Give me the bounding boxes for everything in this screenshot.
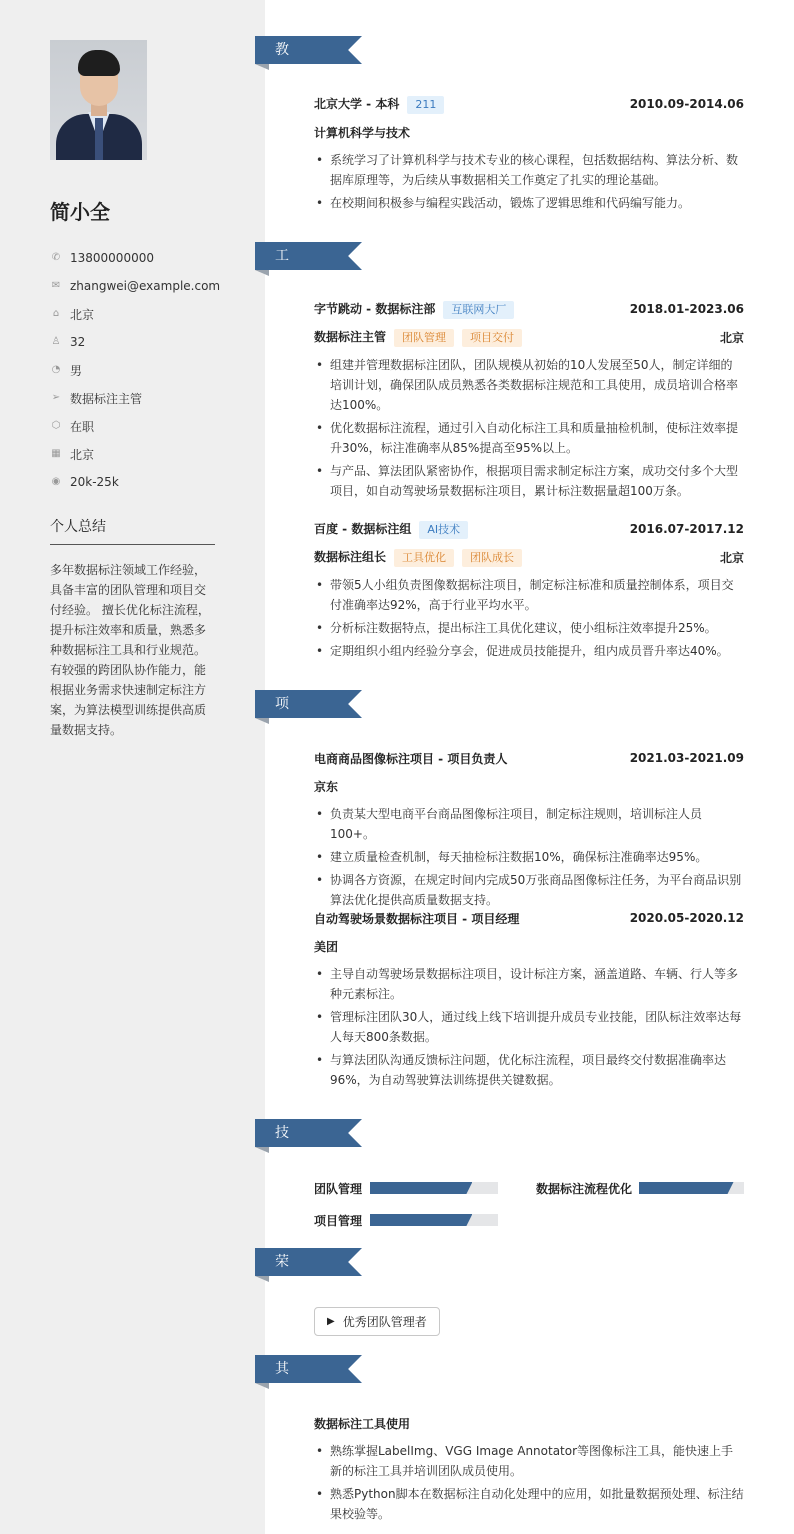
- other-entry: [314, 1413, 744, 1527]
- work-city: 北京: [719, 550, 744, 565]
- mail-icon: ✉: [51, 280, 61, 291]
- list-item: • 组建并管理数据标注团队，团队规模从初始的10人发展至50人，制定详细的培训计划，确保团队成员熟悉各类数据标注规范和工具使用，成员培训合格率达100%。: [314, 355, 744, 415]
- info-value: 13800000000: [70, 251, 154, 265]
- info-position: [50, 384, 240, 412]
- award-name: 优秀团队管理者: [342, 1315, 427, 1329]
- list-item: • 熟练掌握LabelImg、VGG Image Annotator等图像标注工具，能快速上手新的标注工具并培训团队成员使用。: [314, 1441, 744, 1481]
- gender-icon: ◔: [51, 364, 61, 375]
- project-name: 电商商品图像标注项目 - 项目负责人: [314, 751, 508, 766]
- project-name: 自动驾驶场景数据标注项目 - 项目经理: [314, 911, 520, 926]
- school-name: 北京大学 - 本科: [314, 96, 400, 111]
- phone-icon: ✆: [51, 252, 61, 263]
- work-date: 2016.07-2017.12: [629, 522, 744, 536]
- info-value: zhangwei@example.com: [70, 279, 221, 293]
- company-tag: AI技术: [419, 521, 468, 539]
- summary-text: 多年数据标注领域工作经验，具备丰富的团队管理和项目交付经验。 擅长优化标注流程，提升标注效率和质量，熟悉多种数据标注工具和行业规范。有较强的跨团队协作能力，能根据业务需求快速制定标注方案，为算法模型训练提供高质量数据支持。: [50, 563, 210, 737]
- list-item: • 管理标注团队30人，通过线上线下培训提升成员专业技能，团队标注效率达每人每天800条数据。: [314, 1007, 744, 1047]
- profile-name: 简小全: [50, 200, 110, 224]
- role-tag: 工具优化: [394, 549, 454, 567]
- profile-photo: [50, 40, 147, 160]
- school-tag: 211: [407, 96, 444, 114]
- info-value: 20k-25k: [70, 475, 119, 489]
- list-item: • 在校期间积极参与编程实践活动，锻炼了逻辑思维和代码编写能力。: [314, 193, 744, 213]
- contact-info: [50, 244, 240, 496]
- major: 计算机科学与技术: [314, 125, 411, 140]
- age-icon: ♙: [51, 336, 61, 347]
- list-item: • 优化数据标注流程，通过引入自动化标注工具和质量抽检机制，使标注效率提升30%，标注准确率从85%提高至95%以上。: [314, 418, 744, 458]
- info-gender: [50, 356, 240, 384]
- skill-bar-fill: [370, 1182, 472, 1194]
- company-name: 百度 - 数据标注组: [314, 521, 412, 536]
- list-item: • 建立质量检查机制，每天抽检标注数据10%，确保标注准确率达95%。: [314, 847, 744, 867]
- company-tag: 互联网大厂: [443, 301, 514, 319]
- info-phone: [50, 244, 240, 272]
- home-icon: ⌂: [52, 308, 60, 319]
- sidebar: [0, 0, 265, 1534]
- list-item: • 与产品、算法团队紧密协作，根据项目需求制定标注方案，成功交付多个大型项目，如自动驾驶场景数据标注项目，累计标注数据量超100万条。: [314, 461, 744, 501]
- list-item: • 定期组织小组内经验分享会，促进成员技能提升，组内成员晋升率达40%。: [314, 641, 744, 661]
- award-badge[interactable]: [314, 1307, 440, 1336]
- skill-bar-fill: [370, 1214, 472, 1226]
- skill-name: 团队管理: [314, 1181, 363, 1196]
- list-item: • 系统学习了计算机科学与技术专业的核心课程，包括数据结构、算法分析、数据库原理等，为后续从事数据相关工作奠定了扎实的理论基础。: [314, 150, 744, 190]
- section-title: 教育经历: [275, 42, 289, 142]
- list-item: • 协调各方资源，在规定时间内完成50万张商品图像标注任务，为平台商品识别算法优化提供高质量数据支持。: [314, 870, 744, 910]
- skill-name: 数据标注流程优化: [536, 1181, 633, 1196]
- summary-title: 个人总结: [50, 519, 106, 535]
- section-title: 其他信息: [275, 1361, 289, 1461]
- info-value: 北京: [70, 447, 95, 462]
- list-item: • 熟悉Python脚本在数据标注自动化处理中的应用，如批量数据预处理、标注结果校验等。: [314, 1484, 744, 1524]
- role-tag: 团队成长: [462, 549, 522, 567]
- status-icon: ⬡: [51, 420, 61, 431]
- info-value: 数据标注主管: [70, 391, 143, 406]
- work-entry-2: [314, 519, 744, 664]
- salary-icon: ◉: [51, 476, 61, 487]
- project-date: 2020.05-2020.12: [629, 911, 744, 925]
- project-entry-2: [314, 908, 744, 1093]
- info-value: 在职: [70, 419, 95, 434]
- list-item: • 与算法团队沟通反馈标注问题，优化标注流程，项目最终交付数据准确率达96%，为自动驾驶算法训练提供关键数据。: [314, 1050, 744, 1090]
- section-title: 工作经历: [275, 248, 289, 348]
- building-icon: ▦: [51, 448, 61, 459]
- work-date: 2018.01-2023.06: [629, 302, 744, 316]
- info-value: 男: [70, 363, 83, 378]
- skill-bar-fill: [639, 1182, 734, 1194]
- role-tag: 团队管理: [394, 329, 454, 347]
- info-status: [50, 412, 240, 440]
- role-name: 数据标注组长: [314, 549, 387, 564]
- role-name: 数据标注主管: [314, 329, 387, 344]
- list-item: • 主导自动驾驶场景数据标注项目，设计标注方案，涵盖道路、车辆、行人等多种元素标注。: [314, 964, 744, 1004]
- info-salary: [50, 468, 240, 496]
- list-item: • 分析标注数据特点，提出标注工具优化建议，使小组标注效率提升25%。: [314, 618, 744, 638]
- project-date: 2021.03-2021.09: [629, 751, 744, 765]
- skill-bar: [639, 1182, 744, 1194]
- project-org: 美团: [314, 939, 339, 954]
- skill-name: 项目管理: [314, 1213, 363, 1228]
- skill-bar: [370, 1214, 498, 1226]
- info-email: [50, 272, 240, 300]
- section-title: 技能专长: [275, 1125, 289, 1225]
- list-item: • 带领5人小组负责图像数据标注项目，制定标注标准和质量控制体系，项目交付准确率达92%，高于行业平均水平。: [314, 575, 744, 615]
- summary-divider: [50, 544, 215, 545]
- education-date: 2010.09-2014.06: [629, 97, 744, 111]
- send-icon: ➢: [51, 392, 61, 403]
- play-icon: ▶: [327, 1316, 335, 1327]
- work-city: 北京: [719, 330, 744, 345]
- skill-bar: [370, 1182, 498, 1194]
- other-title: 数据标注工具使用: [314, 1416, 411, 1431]
- section-title: 荣誉奖项: [275, 1254, 289, 1354]
- info-value: 32: [70, 335, 86, 349]
- info-value: 北京: [70, 307, 95, 322]
- section-title: 项目经历: [275, 696, 289, 796]
- info-location: [50, 300, 240, 328]
- list-item: • 负责某大型电商平台商品图像标注项目，制定标注规则，培训标注人员100+。: [314, 804, 744, 844]
- work-entry-1: [314, 299, 744, 504]
- info-city: [50, 440, 240, 468]
- project-org: 京东: [314, 779, 339, 794]
- role-tag: 项目交付: [462, 329, 522, 347]
- project-entry-1: [314, 748, 744, 913]
- company-name: 字节跳动 - 数据标注部: [314, 301, 436, 316]
- info-age: [50, 328, 240, 356]
- education-entry: [314, 94, 744, 216]
